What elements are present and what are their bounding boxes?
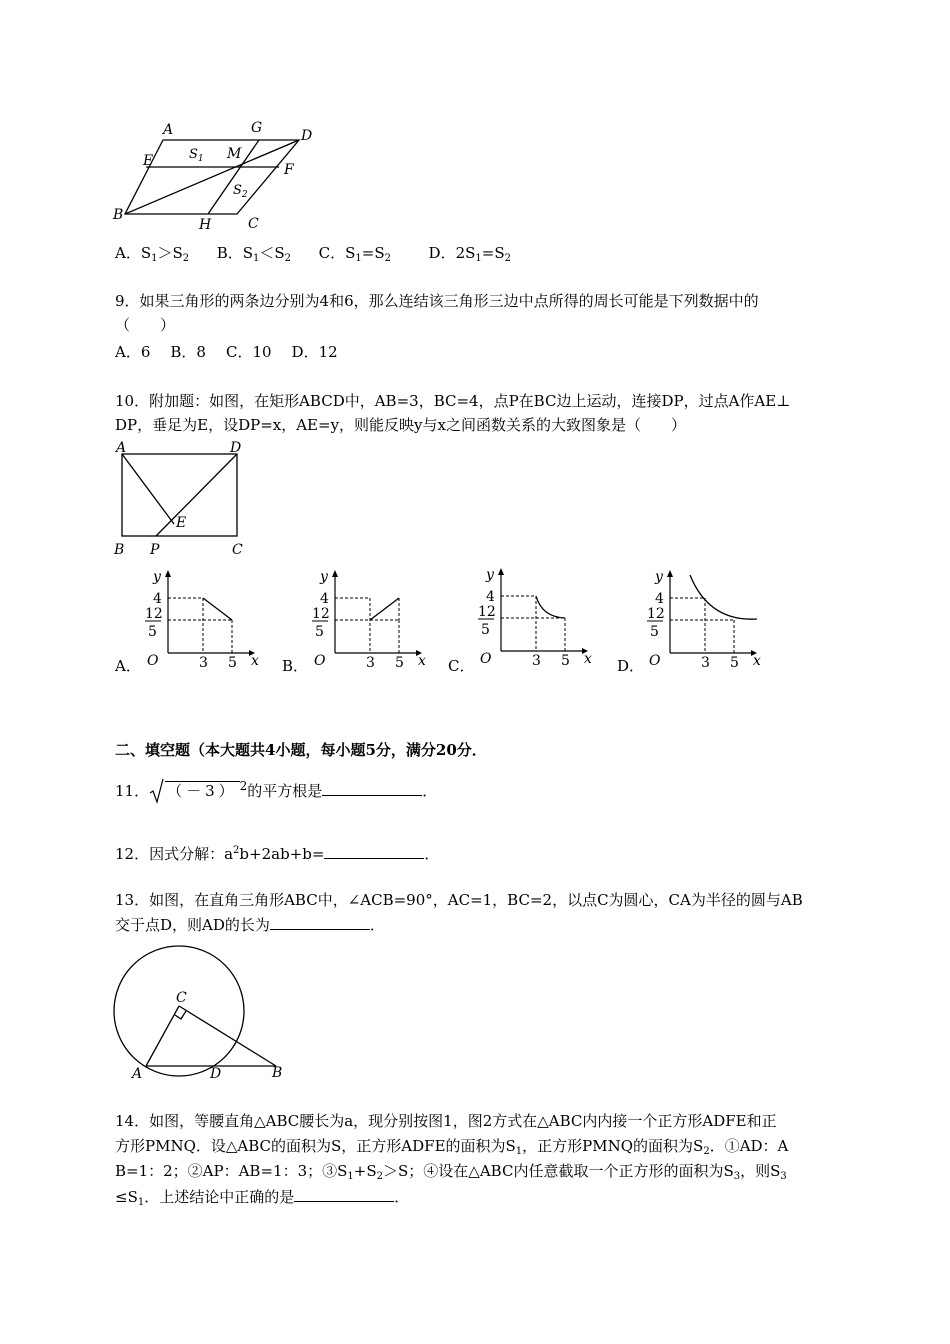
rect-label-D: D	[230, 440, 242, 456]
circle-label-D: D	[210, 1066, 222, 1082]
circle-label-B: B	[272, 1065, 283, 1081]
parallelogram-figure	[105, 110, 335, 235]
circle-triangle-figure	[108, 940, 298, 1085]
q10-option-c-letter[interactable]: C．	[448, 657, 475, 675]
y-axis-arrow	[165, 570, 171, 577]
graph-curve	[370, 598, 399, 620]
tick-label-5-den: 5	[481, 622, 490, 638]
q10-option-d-letter[interactable]: D．	[617, 657, 645, 675]
q14-stem-line2: 方形PMNQ．设△ABC的面积为S，正方形ADFE的面积为$S_1$，正方形PMNQ的面积为$S_2$．①AD：A	[115, 1137, 789, 1157]
q11-radicand: （－3）	[167, 782, 238, 800]
label-S1: $S_1$	[189, 147, 204, 164]
q10-option-b-letter[interactable]: B．	[282, 657, 309, 675]
y-axis-arrow	[332, 570, 338, 577]
axis-label-y: y	[655, 569, 663, 585]
y-axis-arrow	[498, 568, 504, 575]
origin-label: O	[314, 653, 326, 669]
graph-curve	[203, 598, 232, 620]
q8-option-a[interactable]: A．$S_1>S_2$	[115, 244, 190, 264]
q10-graph-b[interactable]	[302, 565, 427, 675]
tick-label-5: 5	[561, 653, 570, 669]
tick-label-5: 5	[228, 655, 237, 671]
rect-label-A: A	[116, 440, 127, 456]
tick-label-4: 4	[655, 591, 664, 607]
label-B: B	[113, 207, 124, 223]
q8-option-b[interactable]: B．$S_1<S_2$	[216, 244, 292, 264]
q12-line: 12．因式分解：$a^2b+2ab+b=$ ．	[115, 845, 440, 863]
origin-label: O	[147, 653, 159, 669]
tick-label-12: 12	[647, 606, 665, 622]
tick-label-4: 4	[486, 589, 495, 605]
q9-stem-line1: 9．如果三角形的两条边分别为4和6，那么连结该三角形三边中点所得的周长可能是下列数据中的	[115, 292, 759, 310]
tick-label-5-den: 5	[315, 624, 324, 640]
origin-label: O	[480, 651, 492, 667]
tick-label-12: 12	[145, 606, 163, 622]
rect-label-B: B	[114, 542, 125, 558]
y-axis-arrow	[667, 570, 673, 577]
axis-label-x: x	[251, 653, 259, 669]
sqrt-icon	[149, 778, 165, 804]
rectangle-figure	[110, 440, 260, 560]
q13-stem-line1: 13．如图，在直角三角形ABC中，∠ACB=90°，AC=1，BC=2，以点C为圆心，CA为半径的圆与AB	[115, 891, 803, 909]
q10-stem-line1: 10．附加题：如图，在矩形ABCD中，AB=3，BC=4，点P在BC边上运动，连接DP，过点A作AE⊥	[115, 392, 791, 410]
tick-label-12: 12	[312, 606, 330, 622]
q14-stem-line4: $\le S_1$．上述结论中正确的是 ．	[115, 1188, 410, 1208]
axis-label-y: y	[153, 569, 161, 585]
q10-option-a-letter[interactable]: A．	[115, 657, 141, 675]
rect-label-P: P	[150, 542, 160, 558]
tick-label-5-den: 5	[148, 624, 157, 640]
tick-label-3: 3	[532, 653, 541, 669]
q13-answer-blank[interactable]	[270, 915, 370, 930]
q11-answer-blank[interactable]	[322, 781, 422, 796]
circle-label-C: C	[176, 990, 187, 1006]
tick-label-5: 5	[730, 655, 739, 671]
q14-stem-line3: B=1：2；②AP：AB=1：3；$③S_1+S_2>S$；④设在△ABC内任意截取一个正方形的面积为$S_3$，则$S_3$	[115, 1162, 787, 1182]
graph-curve	[536, 596, 565, 618]
label-C: C	[248, 216, 259, 232]
q9-options	[115, 342, 338, 362]
circle-label-A: A	[132, 1066, 143, 1082]
q8-options	[115, 243, 511, 269]
tick-label-5: 5	[395, 655, 404, 671]
tick-label-3: 3	[366, 655, 375, 671]
axis-label-x: x	[584, 651, 592, 667]
label-E: E	[143, 153, 154, 169]
q11-line: 11． （－3） $^2$的平方根是 ．	[115, 776, 437, 804]
axis-label-y: y	[320, 569, 328, 585]
origin-label: O	[649, 653, 661, 669]
q9-option-a[interactable]: A．6	[115, 343, 151, 361]
q10-stem-line2: DP，垂足为E，设DP=x，AE=y，则能反映y与x之间函数关系的大致图象是（ ）	[115, 416, 686, 434]
tick-label-4: 4	[153, 591, 162, 607]
section2-heading: 二、填空题（本大题共4小题，每小题5分，满分20分．	[115, 741, 487, 759]
rect-label-C: C	[232, 542, 243, 558]
graph-curve	[690, 575, 757, 619]
rect-label-E: E	[176, 515, 187, 531]
label-F: F	[284, 162, 294, 178]
q9-option-d[interactable]: D．12	[291, 343, 338, 361]
q12-answer-blank[interactable]	[324, 844, 424, 859]
q14-answer-blank[interactable]	[294, 1187, 394, 1202]
q14-stem-line1: 14．如图，等腰直角△ABC腰长为a，现分别按图1，图2方式在△ABC内内接一个正方形ADFE和正	[115, 1112, 777, 1130]
label-D: D	[301, 128, 313, 144]
label-G: G	[251, 120, 263, 136]
axis-label-y: y	[486, 567, 494, 583]
axis-label-x: x	[418, 653, 426, 669]
tick-label-4: 4	[320, 591, 329, 607]
label-H: H	[199, 217, 212, 233]
axis-label-x: x	[753, 653, 761, 669]
q10-graph-d[interactable]	[637, 565, 767, 675]
tick-label-3: 3	[199, 655, 208, 671]
q13-stem-line2: 交于点D，则AD的长为 ．	[115, 916, 385, 934]
q9-stem-line2: （ ）	[115, 316, 176, 334]
tick-label-5-den: 5	[650, 624, 659, 640]
q10-graph-c[interactable]	[468, 563, 593, 673]
label-A: A	[163, 122, 174, 138]
q10-graph-a[interactable]	[135, 565, 260, 675]
label-S2: $S_2$	[233, 183, 248, 200]
tick-label-3: 3	[701, 655, 710, 671]
q9-option-b[interactable]: B．8	[170, 343, 206, 361]
q8-option-d[interactable]: D．$2S_1=S_2$	[428, 244, 512, 264]
q9-option-c[interactable]: C．10	[225, 343, 272, 361]
label-M: M	[227, 146, 242, 162]
tick-label-12: 12	[478, 604, 496, 620]
q8-option-c[interactable]: C．$S_1=S_2$	[318, 244, 391, 264]
